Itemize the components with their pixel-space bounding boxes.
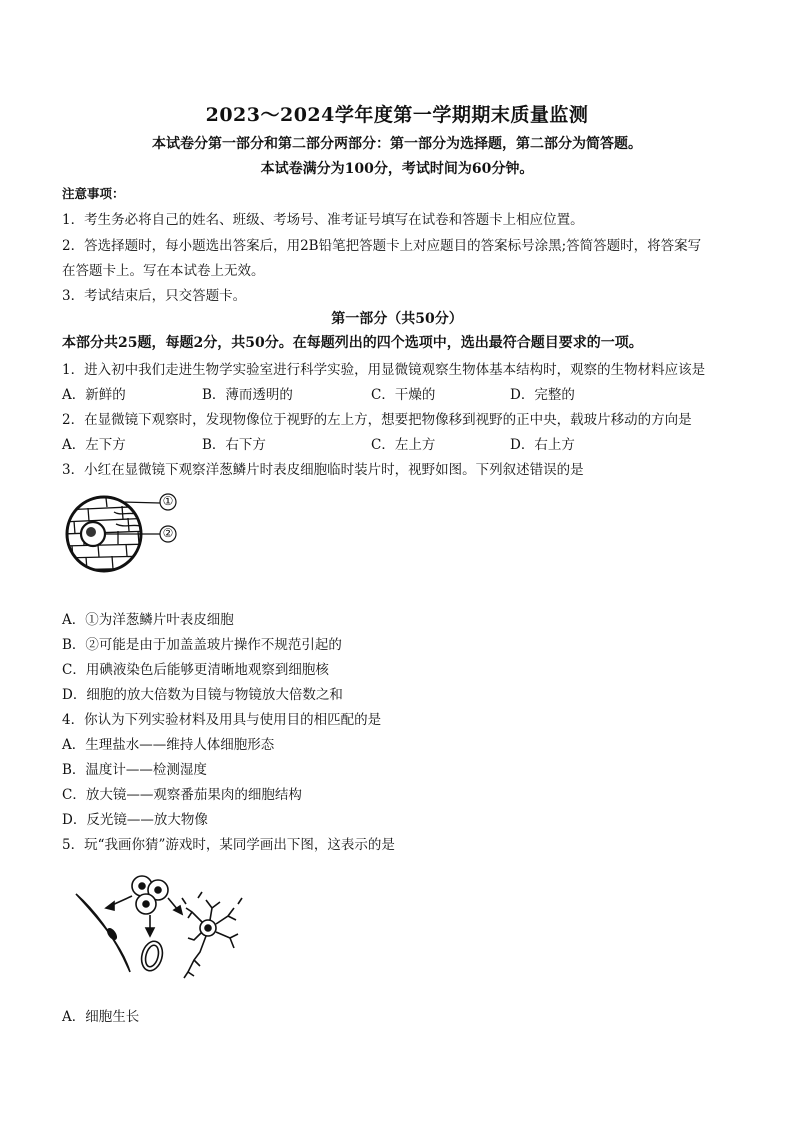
part1-heading: 第一部分（共50分） [331, 311, 463, 327]
q4-option-d: D．反光镜——放大物像 [62, 812, 208, 828]
q3-stem: 3．小红在显微镜下观察洋葱鳞片时表皮细胞临时装片时，视野如图。下列叙述错误的是 [62, 462, 584, 478]
note-item-2-cont: 在答题卡上。写在本试卷上无效。 [62, 263, 265, 279]
q1-option-b: B．薄而透明的 [202, 387, 293, 403]
q4-option-b: B．温度计——检测湿度 [62, 762, 207, 778]
q2-option-a: A．左下方 [62, 437, 126, 453]
q2-option-b: B．右下方 [202, 437, 266, 453]
q2-stem: 2．在显微镜下观察时，发现物像位于视野的左上方，想要把物像移到视野的正中央，载玻片移动的方向是 [62, 412, 692, 428]
subtitle-score-time: 本试卷满分为100分，考试时间为60分钟。 [260, 161, 534, 177]
notes-heading: 注意事项： [62, 186, 125, 201]
q3-option-a: A．①为洋葱鳞片叶表皮细胞 [62, 612, 234, 628]
figure-label-1: ① [162, 494, 174, 508]
q1-option-a: A．新鲜的 [62, 387, 126, 403]
q2-option-c: C．左上方 [371, 437, 436, 453]
page-title: 2023～2024学年度第一学期期末质量监测 [205, 104, 589, 126]
q3-option-c: C．用碘液染色后能够更清晰地观察到细胞核 [62, 662, 329, 678]
subtitle-parts: 本试卷分第一部分和第二部分两部分：第一部分为选择题，第二部分为简答题。 [152, 136, 642, 152]
cell-differentiation-figure [70, 868, 245, 988]
q1-option-c: C．干燥的 [371, 387, 436, 403]
q5-option-a: A．细胞生长 [62, 1009, 140, 1025]
q1-stem: 1．进入初中我们走进生物学实验室进行科学实验，用显微镜观察生物体基本结构时，观察的生物材料应该是 [62, 362, 706, 378]
note-item-2: 2．答选择题时，每小题选出答案后，用2B铅笔把答题卡上对应题目的答案标号涂黑;答简答题时，将答案写 [62, 238, 702, 254]
part1-instruction: 本部分共25题，每题2分，共50分。在每题列出的四个选项中，选出最符合题目要求的一项。 [62, 335, 643, 351]
q4-option-c: C．放大镜——观察番茄果肉的细胞结构 [62, 787, 302, 803]
q4-stem: 4．你认为下列实验材料及用具与使用目的相匹配的是 [62, 712, 382, 728]
q2-option-d: D．右上方 [510, 437, 575, 453]
note-item-3: 3．考试结束后，只交答题卡。 [62, 288, 247, 304]
q5-stem: 5．玩“我画你猜”游戏时，某同学画出下图，这表示的是 [62, 837, 395, 853]
q3-option-d: D．细胞的放大倍数为目镜与物镜放大倍数之和 [62, 687, 343, 703]
note-item-1: 1．考生务必将自己的姓名、班级、考场号、准考证号填写在试卷和答题卡上相应位置。 [62, 212, 584, 228]
q1-option-d: D．完整的 [510, 387, 575, 403]
q4-option-a: A．生理盐水——维持人体细胞形态 [62, 737, 275, 753]
q3-option-b: B．②可能是由于加盖盖玻片操作不规范引起的 [62, 637, 342, 653]
figure-label-2: ② [162, 526, 174, 540]
